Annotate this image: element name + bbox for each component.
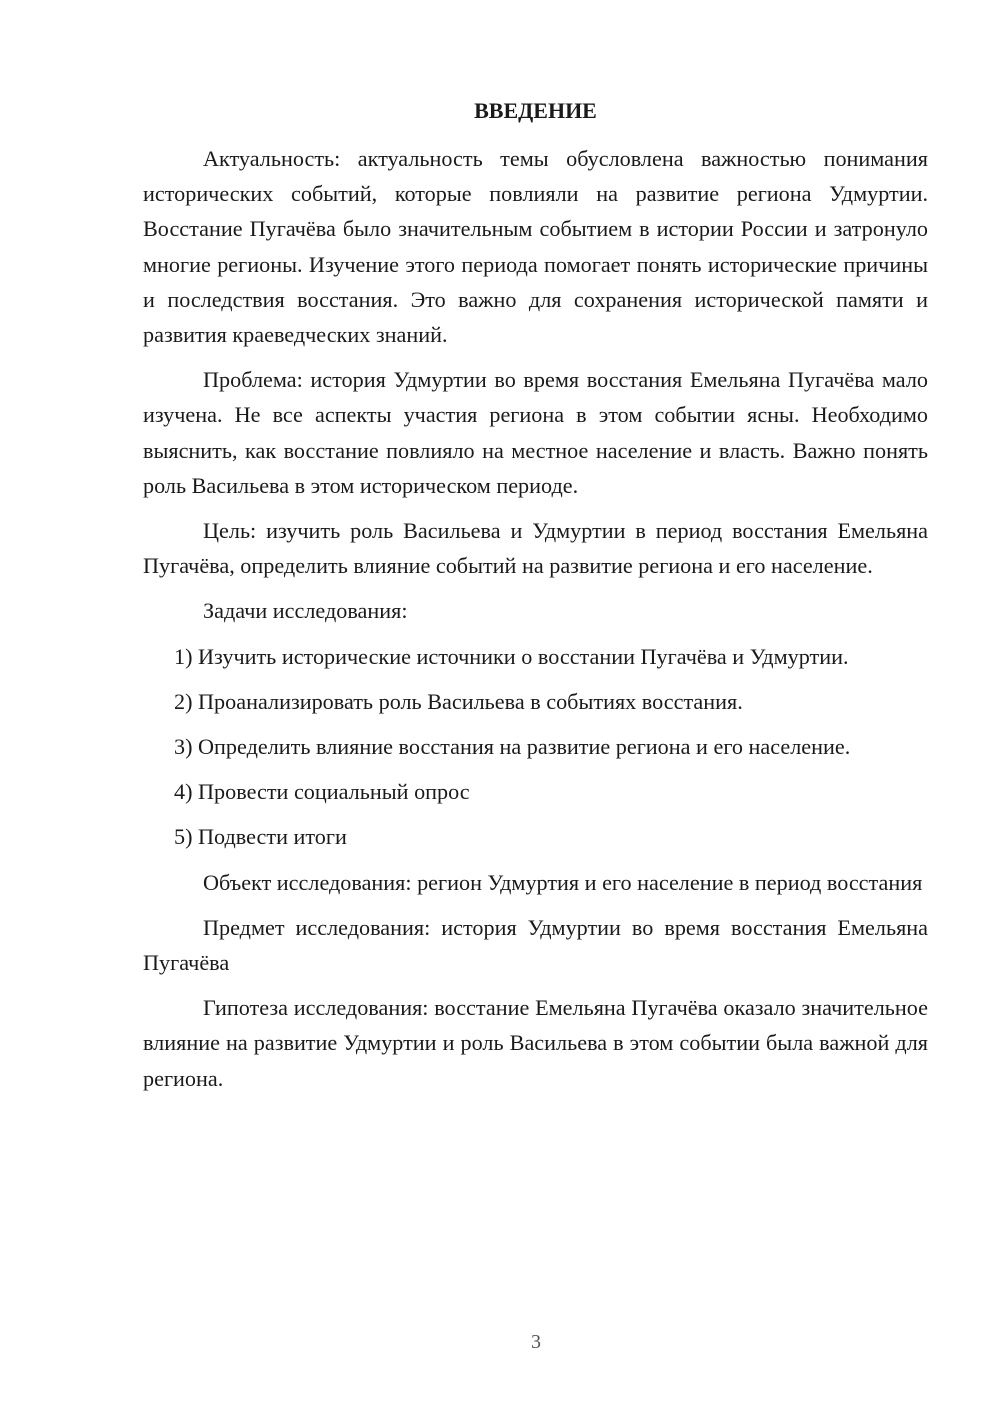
goal-paragraph: Цель: изучить роль Васильева и Удмуртии в период восстания Емельяна Пугачёва, определить влияние событий на развитие региона и его население. bbox=[143, 518, 928, 579]
section-heading: ВВЕДЕНИЕ bbox=[474, 98, 597, 123]
page-number: 3 bbox=[531, 1331, 541, 1353]
subject-paragraph: Предмет исследования: история Удмуртии во время восстания Емельяна Пугачёва bbox=[143, 914, 928, 976]
problem-paragraph: Проблема: история Удмуртии во время восстания Емельяна Пугачёва мало изучена. Не все аспекты участия региона в этом событии ясны. Необходимо выяснить, как восстание повлияло на местное население и власть. Важно понять роль Васильева в этом историческом периоде. bbox=[143, 367, 928, 498]
relevance-paragraph: Актуальность: актуальность темы обусловлена важностью понимания исторических событий, которые повлияли на развитие региона Удмуртии. Восстание Пугачёва было значительным событием в истории России и затронуло многие регионы. Изучение этого периода помогает понять исторические причины и последствия восстания. Это важно для сохранения исторической памяти и развития краеведческих знаний. bbox=[143, 146, 928, 348]
object-paragraph: Объект исследования: регион Удмуртия и его население в период восстания bbox=[203, 869, 923, 895]
task-item-3: 3) Определить влияние восстания на развитие региона и его население. bbox=[174, 734, 851, 760]
tasks-title: Задачи исследования: bbox=[203, 598, 408, 624]
hypothesis-paragraph: Гипотеза исследования: восстание Емельяна Пугачёва оказало значительное влияние на развитие Удмуртии и роль Васильева в этом событии была важной для региона. bbox=[143, 995, 928, 1091]
task-item-2: 2) Проанализировать роль Васильева в событиях восстания. bbox=[174, 688, 743, 714]
task-item-4: 4) Провести социальный опрос bbox=[174, 779, 470, 805]
task-item-5: 5) Подвести итоги bbox=[174, 824, 347, 850]
document-page bbox=[143, 95, 928, 1106]
task-item-1: 1) Изучить исторические источники о восстании Пугачёва и Удмуртии. bbox=[174, 643, 849, 669]
